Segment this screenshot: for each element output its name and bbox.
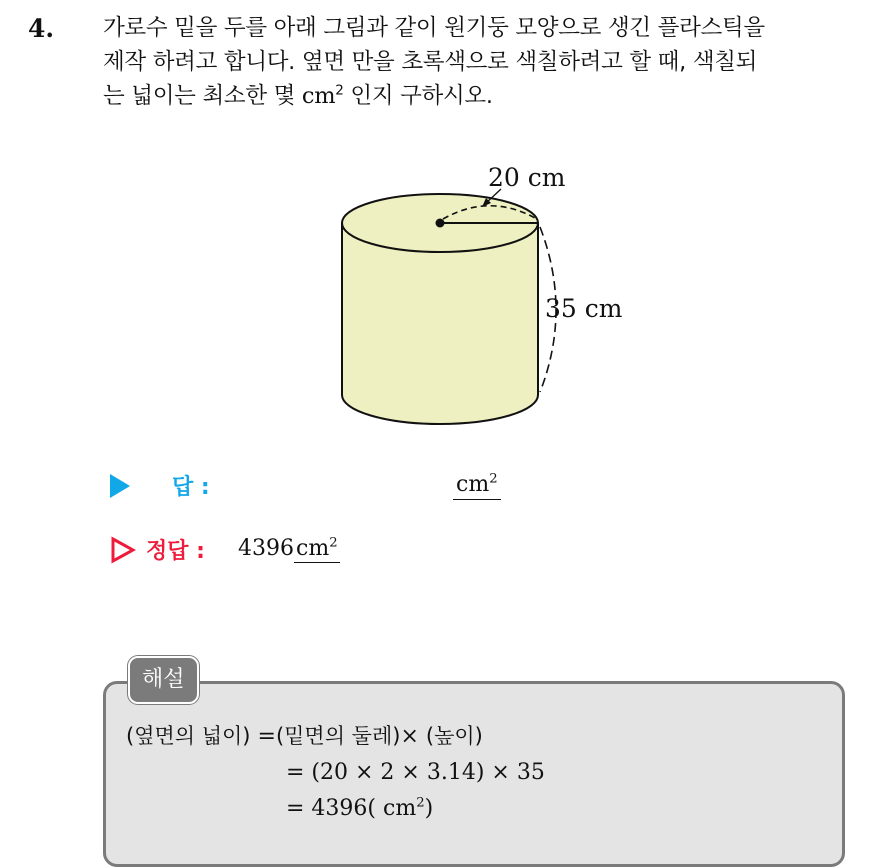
correct-answer-unit xyxy=(294,536,340,563)
explanation-rhs-a: (밑면의 둘레) xyxy=(275,724,401,748)
explanation-tab: 해설 xyxy=(128,656,199,704)
radius-label: 20 cm xyxy=(488,163,566,192)
explanation-eq: = xyxy=(250,724,276,749)
explanation-times: × xyxy=(400,724,426,749)
center-point xyxy=(436,219,445,228)
height-label: 35 cm xyxy=(545,294,623,323)
correct-unit-base: cm xyxy=(296,536,330,561)
answer-blank-unit[interactable] xyxy=(453,472,501,500)
explanation-result-exponent: 2 xyxy=(416,795,425,811)
explanation-line-1 xyxy=(126,720,483,750)
correct-answer-label: 정답 : xyxy=(146,539,205,564)
answer-label: 답 : xyxy=(172,475,210,500)
explanation-result: = 4396( cm xyxy=(286,796,417,821)
answer-marker-icon xyxy=(110,474,130,498)
explanation-result-close: ) xyxy=(424,796,434,821)
explanation-rhs-b: (높이) xyxy=(425,724,483,748)
correct-marker-icon xyxy=(110,536,136,564)
correct-answer-row xyxy=(110,530,610,570)
answer-unit: cm xyxy=(456,472,490,497)
answer-unit-exponent: 2 xyxy=(489,471,498,487)
explanation-box xyxy=(103,681,845,867)
correct-answer-number: 4396 xyxy=(238,536,294,561)
correct-unit-exponent: 2 xyxy=(329,535,338,551)
question-number: 4. xyxy=(28,14,55,43)
answer-row xyxy=(110,466,610,506)
question-unit-exponent: 2 xyxy=(335,82,344,99)
correct-answer-value xyxy=(238,536,340,562)
question-unit: cm xyxy=(301,83,336,109)
cylinder-side xyxy=(342,223,538,424)
explanation-line-3 xyxy=(286,796,433,821)
question-line-3-text: 는 넓이는 최소한 몇 xyxy=(103,83,302,109)
question-line-1: 가로수 밑을 두를 아래 그림과 같이 원기둥 모양으로 생긴 플라스틱을 xyxy=(103,15,765,41)
question-line-2: 제작 하려고 합니다. 옆면 만을 초록색으로 색칠하려고 할 때, 색칠되 xyxy=(103,49,758,75)
explanation-lhs: (옆면의 넓이) xyxy=(126,724,251,748)
explanation-line-2: = (20 × 2 × 3.14) × 35 xyxy=(286,760,545,785)
question-ending: 인지 구하시오. xyxy=(343,83,493,109)
